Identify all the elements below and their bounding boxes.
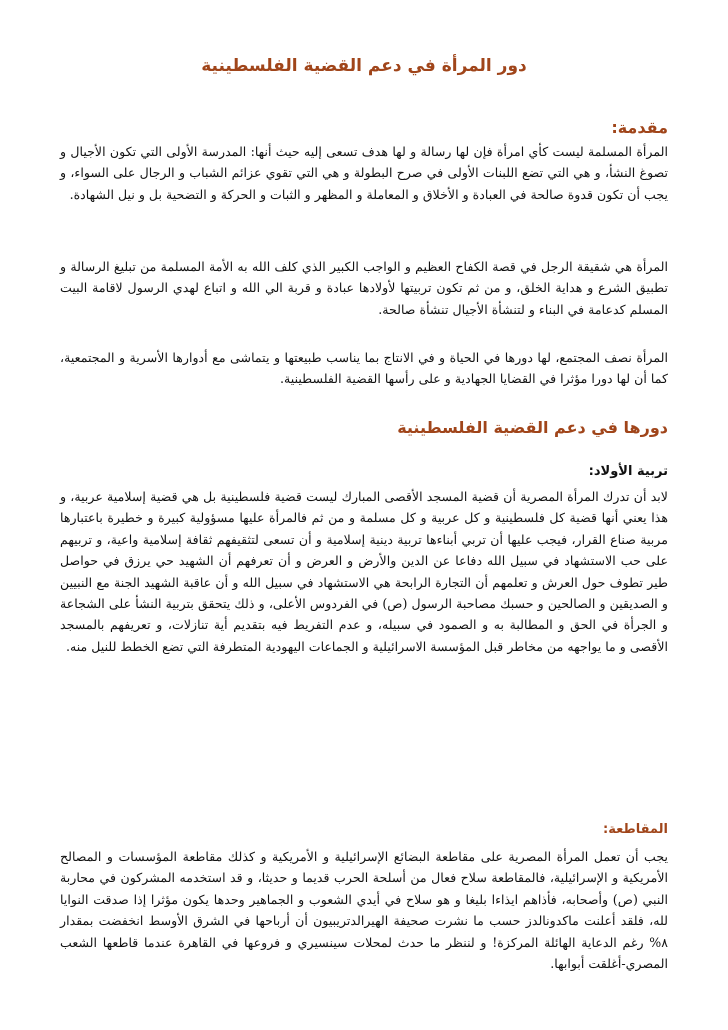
intro-heading: مقدمة: [611,118,668,137]
page-title: دور المرأة في دعم القضية الفلسطينية [201,56,527,76]
intro-paragraph-3-block [60,347,668,390]
intro-paragraph-1: المرأة المسلمة ليست كأي امرأة فإن لها رسالة و لها هدف تسعى إليه حيث أنها: المدرسة الأولى التي تكون الأجيال و تصوغ النشأ، و هي التي تضع اللبنات الأولى في صرح البطولة و هي التي تقوي عزائم الشباب و الرجال على السواء، و يجب أن تكون قدوة صالحة في العبادة و الأخلاق و المعاملة و المظهر و الثبات و الحركة و التضحية بل و نيل الشهادة. [60,144,668,202]
children-heading-block [60,464,668,479]
boycott-paragraph: يجب أن تعمل المرأة المصرية على مقاطعة البضائع الإسرائيلية و الأمريكية و كذلك مقاطعة المؤسسات و المصالح الأمريكية و الإسرائيلية، فالمقاطعة سلاح فعال من أسلحة الحرب قديما و حديثا، و قد استخدمه المشركون في محاربة النبي (ص) وأصحابه، فأذاهم ايذاءا بليغا و هو سلاح في أيدي الشعوب و الجماهير وحدها يكون مؤثرا إذا صدقت النوايا لله، فلقد أعلنت ماكدونالدز حسب ما نشرت صحيفة الهيرالدتريبيون أن أرباحها في الشرق الأوسط انخفضت بمقدار ٨% رغم الدعاية الهائلة المركزة! و لننظر ما حدث لمحلات سينسيري و فروعها في القاهرة عندما قاطعها الشعب المصري-أغلقت أبوابها. [60,849,668,972]
children-paragraph-block [60,486,668,657]
boycott-heading-block [60,822,668,837]
intro-paragraph-2-block [60,256,668,320]
intro-paragraph-3: المرأة نصف المجتمع، لها دورها في الحياة و في الانتاج بما يناسب طبيعتها و يتماشى مع أدوارها الأسرية و المجتمعية، كما أن لها دورا مؤثرا في القضايا الجهادية و على رأسها القضية الفلسطينية. [60,350,668,387]
boycott-paragraph-block [60,846,668,974]
section-heading: دورها في دعم القضية الفلسطينية [397,418,668,437]
intro-heading-block [60,118,668,137]
intro-paragraph-1-block [60,141,668,205]
intro-paragraph-2: المرأة هي شقيقة الرجل في قصة الكفاح العظيم و الواجب الكبير الذي كلف الله به الأمة المسلمة من تبليغ الرسالة و تطبيق الشرع و هداية الخلق، و من ثم تكون تربيتها لأولادها عبادة و قربة الي الله و اتباع لهدي الرسول لاقامة البيت المسلم كدعامة في البناء و لتنشأة الأجيال تنشأة صالحة. [60,259,668,317]
section-heading-block [60,418,668,437]
children-heading: تربية الأولاد: [588,464,668,479]
children-paragraph: لابد أن تدرك المرأة المصرية أن قضية المسجد الأقصى المبارك ليست قضية فلسطينية بل هي قضية إسلامية عربية، و هذا يعني أنها قضية كل فلسطينية و كل عربية و كل مسلمة و من ثم فالمرأة عليها مسؤولية كبيرة و خطيرة باعتبارها مربية صناع القرار، فيجب عليها أن تربي أبناءها تربية دينية إسلامية و أن تسعى لتثقيفهم ثقافة إسلامية واعية، و تربيهم على حب الاستشهاد في سبيل الله دفاعا عن الدين والأرض و العرض و أن تعرفهم أن الشهيد حي يرزق في حواصل طير تطوف حول العرش و تعلمهم أن التجارة الرابحة هي الاستشهاد في سبيل الله و أن عاقبة الشهيد الجنة مع النبيين و الصديقين و الصالحين و حسبك مصاحبة الرسول (ص) في الفردوس الأعلى، و ذلك يتحقق بتربية النشأ على الشجاعة و الجرأة في الحق و المطالبة به و الصمود في سبيله، و عدم التفريط فيه بتقديم أية تنازلات، و تعريفهم بالمسجد الأقصى و ما يواجهه من مخاطر قبل المؤسسة الاسرائيلية و الجماعات اليهودية المتطرفة التي تضع الخطط للنيل منه. [60,489,668,654]
boycott-heading: المقاطعة: [603,822,668,837]
